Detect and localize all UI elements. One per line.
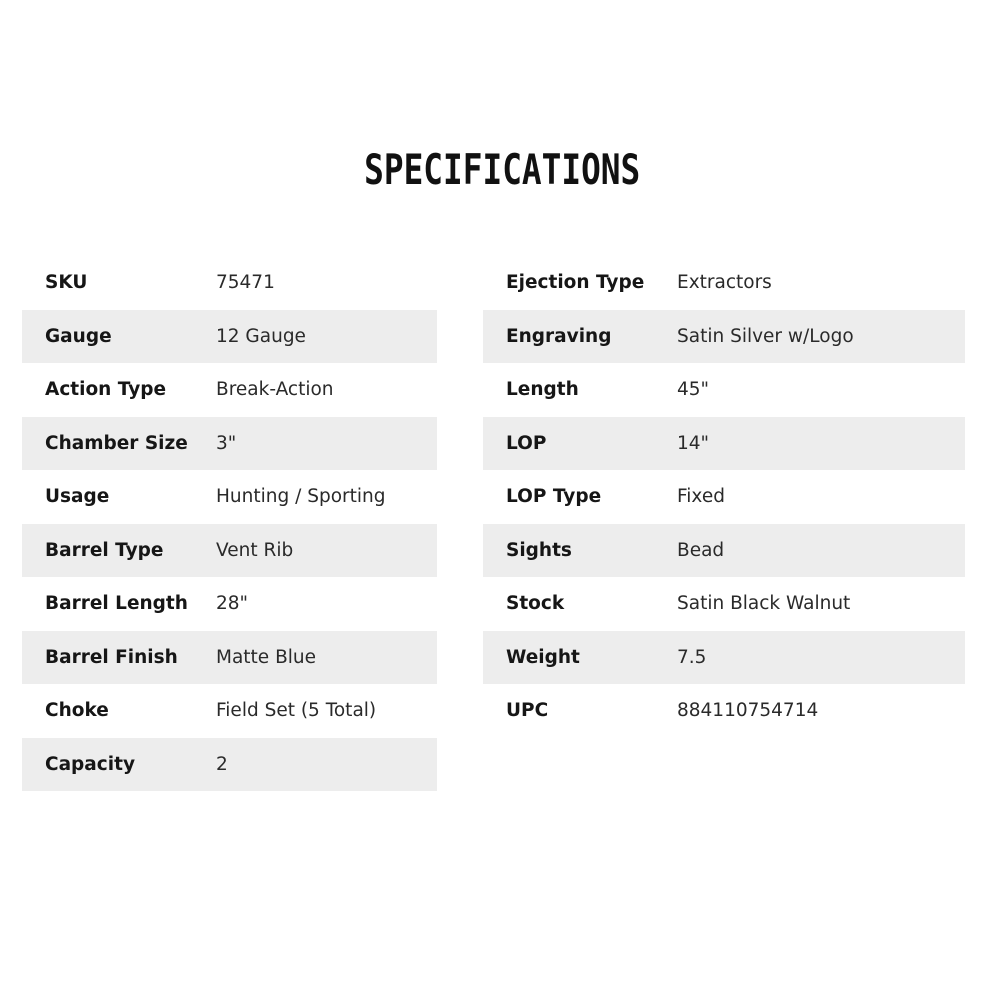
spec-label: Stock xyxy=(506,593,565,615)
spec-row-engraving xyxy=(483,310,965,364)
spec-value: Extractors xyxy=(677,272,772,294)
spec-label: Gauge xyxy=(45,325,112,347)
spec-row-chamber-size xyxy=(22,417,437,471)
spec-label: Engraving xyxy=(506,325,612,347)
spec-label: Barrel Type xyxy=(45,539,164,561)
spec-row-sku xyxy=(22,256,437,310)
spec-row-stock xyxy=(483,577,965,631)
spec-value: 75471 xyxy=(216,272,275,294)
page-title: SPECIFICATIONS xyxy=(364,145,641,194)
spec-value: Bead xyxy=(677,539,725,561)
spec-row-weight xyxy=(483,631,965,685)
spec-label: Usage xyxy=(45,486,110,508)
spec-label: Sights xyxy=(506,539,572,561)
spec-row-upc xyxy=(483,684,965,738)
spec-label: LOP xyxy=(506,432,547,454)
spec-value: Satin Black Walnut xyxy=(677,593,851,615)
spec-row-capacity xyxy=(22,738,437,792)
spec-label: Length xyxy=(506,379,579,401)
spec-label: SKU xyxy=(45,272,88,294)
spec-value: 45" xyxy=(677,379,710,401)
spec-value: 28" xyxy=(216,593,249,615)
spec-value: Fixed xyxy=(677,486,725,508)
spec-row-lop xyxy=(483,417,965,471)
spec-value: 3" xyxy=(216,432,237,454)
spec-value: Hunting / Sporting xyxy=(216,486,386,508)
spec-row-usage xyxy=(22,470,437,524)
spec-row-barrel-length xyxy=(22,577,437,631)
spec-label: Ejection Type xyxy=(506,272,645,294)
spec-value: 2 xyxy=(216,753,228,775)
spec-value: Vent Rib xyxy=(216,539,294,561)
spec-row-length xyxy=(483,363,965,417)
spec-row-barrel-finish xyxy=(22,631,437,685)
spec-value: 14" xyxy=(677,432,710,454)
spec-label: Capacity xyxy=(45,753,135,775)
spec-value: 7.5 xyxy=(677,646,707,668)
spec-value: 12 Gauge xyxy=(216,325,306,347)
specs-table-left xyxy=(22,256,437,791)
spec-label: UPC xyxy=(506,700,549,722)
spec-row-ejection-type xyxy=(483,256,965,310)
spec-row-barrel-type xyxy=(22,524,437,578)
spec-row-choke xyxy=(22,684,437,738)
specs-table-right xyxy=(483,256,965,738)
spec-row-lop-type xyxy=(483,470,965,524)
spec-value: Matte Blue xyxy=(216,646,317,668)
spec-row-action-type xyxy=(22,363,437,417)
spec-label: Action Type xyxy=(45,379,167,401)
spec-row-gauge xyxy=(22,310,437,364)
spec-label: Weight xyxy=(506,646,580,668)
spec-value: 884110754714 xyxy=(677,700,819,722)
spec-value: Satin Silver w/Logo xyxy=(677,325,854,347)
spec-row-sights xyxy=(483,524,965,578)
spec-value: Field Set (5 Total) xyxy=(216,700,377,722)
spec-value: Break-Action xyxy=(216,379,334,401)
spec-label: Barrel Finish xyxy=(45,646,178,668)
spec-label: LOP Type xyxy=(506,486,602,508)
spec-label: Chamber Size xyxy=(45,432,188,454)
spec-label: Choke xyxy=(45,700,109,722)
spec-label: Barrel Length xyxy=(45,593,188,615)
